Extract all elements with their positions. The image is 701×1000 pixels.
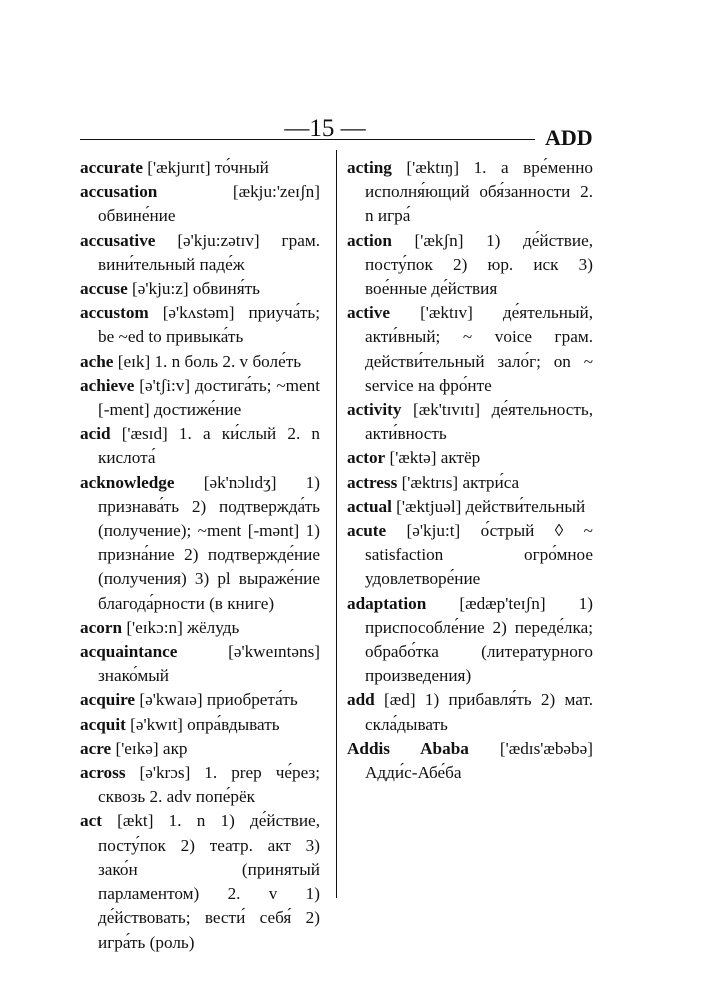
- definition: ['æktə] актёр: [385, 448, 481, 468]
- headword: accuse: [80, 279, 128, 299]
- dictionary-entry: [80, 229, 320, 277]
- dictionary-entry: [80, 640, 320, 688]
- definition: ['ædɪs'æbəbə] Адди́с-Абе́ба: [365, 738, 593, 783]
- headword: actress: [347, 472, 398, 492]
- headword: acre: [80, 738, 112, 758]
- dictionary-entry: [80, 374, 320, 422]
- headword: accusation: [80, 182, 158, 202]
- dictionary-entry: [80, 737, 320, 761]
- dictionary-entry: [80, 809, 320, 954]
- dictionary-entry: [80, 616, 320, 640]
- headword: achieve: [80, 375, 135, 395]
- dictionary-entry: [347, 398, 593, 446]
- definition: [ædæp'teɪʃn] 1) приспособле́ние 2) переде́лка; обрабо́тка (литературного произведения): [365, 593, 593, 686]
- headword: Addis Ababa: [347, 738, 469, 758]
- headword: acquit: [80, 714, 126, 734]
- page-number: —15 —: [284, 115, 366, 142]
- dictionary-entry: [80, 713, 320, 737]
- dictionary-entry: [80, 156, 320, 180]
- definition: [ə'kju:t] о́стрый ◊ ~ satisfaction огро́мное удовлетворе́ние: [365, 521, 593, 589]
- headword: accurate: [80, 158, 143, 177]
- headword: active: [347, 303, 390, 323]
- dictionary-entry: [80, 301, 320, 349]
- column-divider: [336, 150, 337, 898]
- dictionary-entry: [347, 688, 593, 736]
- dictionary-entry: [80, 350, 320, 374]
- definition: [ə'kju:z] обвиня́ть: [127, 279, 260, 299]
- right-column: [347, 156, 593, 785]
- headword: action: [347, 230, 392, 250]
- definition: [ækt] 1. n 1) де́йствие, посту́пок 2) театр. акт 3) зако́н (принятый парламентом) 2. v 1) де́йствовать; вести́ себя́ 2) игра́ть (роль): [98, 811, 320, 952]
- definition: [ækju:'zeɪʃn] обвине́ние: [98, 182, 320, 226]
- headword: acorn: [80, 617, 123, 637]
- definition: [ə'tʃi:v] достига́ть; ~ment [-ment] достиже́ние: [98, 375, 320, 420]
- header-rule: [80, 139, 535, 140]
- definition: ['æktɪv] де́ятельный, акти́вный; ~ voice грам. действи́тельный зало́г; on ~ service на фро́нте: [365, 303, 593, 395]
- headword: acid: [80, 424, 111, 444]
- definition: [ə'kweɪntəns] знако́мый: [98, 642, 320, 686]
- dictionary-entry: [347, 737, 593, 785]
- dictionary-entry: [347, 519, 593, 592]
- definition: ['æktjuəl] действи́тельный: [391, 496, 586, 516]
- dictionary-entry: [347, 446, 593, 470]
- headword: acute: [347, 521, 387, 541]
- definition: ['æktɪŋ] 1. a вре́менно исполня́ющий обя́занности 2. n игра́: [365, 158, 593, 226]
- headword: acquaintance: [80, 642, 178, 662]
- dictionary-entry: [347, 301, 593, 398]
- definition: [ək'nɔlɪdʒ] 1) признава́ть 2) подтвержда́ть (получение); ~ment [-mənt] 1) призна́ние 2) подтвержде́ние (получения) 3) pl выраже́ние благода́рности (в книге): [98, 472, 320, 613]
- dictionary-entry: [347, 495, 593, 519]
- dictionary-entry: [347, 229, 593, 302]
- definition: [æd] 1) прибавля́ть 2) мат. скла́дывать: [365, 690, 593, 734]
- dictionary-entry: [80, 277, 320, 301]
- definition: ['æsɪd] 1. a ки́слый 2. n кислота́: [98, 424, 320, 468]
- headword: add: [347, 690, 375, 710]
- definition: [ə'kwaɪə] приобрета́ть: [135, 690, 298, 710]
- dictionary-entry: [80, 761, 320, 809]
- dictionary-entry: [80, 688, 320, 712]
- dictionary-entry: [347, 471, 593, 495]
- definition: ['eɪkɔ:n] жёлудь: [122, 617, 240, 637]
- headword: ache: [80, 351, 114, 371]
- dictionary-entry: [347, 156, 593, 229]
- headword: actual: [347, 496, 392, 516]
- headword: activity: [347, 400, 402, 420]
- headword: adaptation: [347, 593, 427, 613]
- dictionary-entry: [80, 471, 320, 616]
- definition: [æk'tɪvɪtɪ] де́ятельность, акти́вность: [365, 400, 593, 444]
- definition: [ə'krɔs] 1. prep че́рез; сквозь 2. adv попе́рёк: [98, 763, 320, 807]
- definition: ['ækjurɪt] то́чный: [143, 158, 269, 177]
- headword: accusative: [80, 230, 156, 250]
- dictionary-entry: [80, 180, 320, 228]
- left-column: [80, 156, 320, 955]
- definition: ['æktrɪs] актри́са: [397, 472, 520, 492]
- dictionary-entry: [80, 422, 320, 470]
- headword: act: [80, 811, 102, 831]
- definition: [ə'kwɪt] опра́вдывать: [125, 714, 280, 734]
- definition: ['ækʃn] 1) де́йствие, посту́пок 2) юр. иск 3) вое́нные де́йствия: [365, 230, 593, 299]
- dictionary-entry: [347, 592, 593, 689]
- headword: acquire: [80, 690, 136, 710]
- headword: acknowledge: [80, 472, 175, 492]
- headword: acting: [347, 158, 392, 177]
- definition: [ə'kju:zətɪv] грам. вини́тельный паде́ж: [98, 230, 320, 274]
- definition: [eɪk] 1. n боль 2. v боле́ть: [113, 351, 302, 371]
- definition: [ə'kʌstəm] приуча́ть; be ~ed to привыка́ть: [98, 303, 320, 347]
- headword: across: [80, 763, 126, 783]
- guideword: ADD: [545, 125, 593, 150]
- definition: ['eɪkə] акр: [111, 738, 188, 758]
- headword: actor: [347, 448, 386, 468]
- headword: accustom: [80, 303, 149, 323]
